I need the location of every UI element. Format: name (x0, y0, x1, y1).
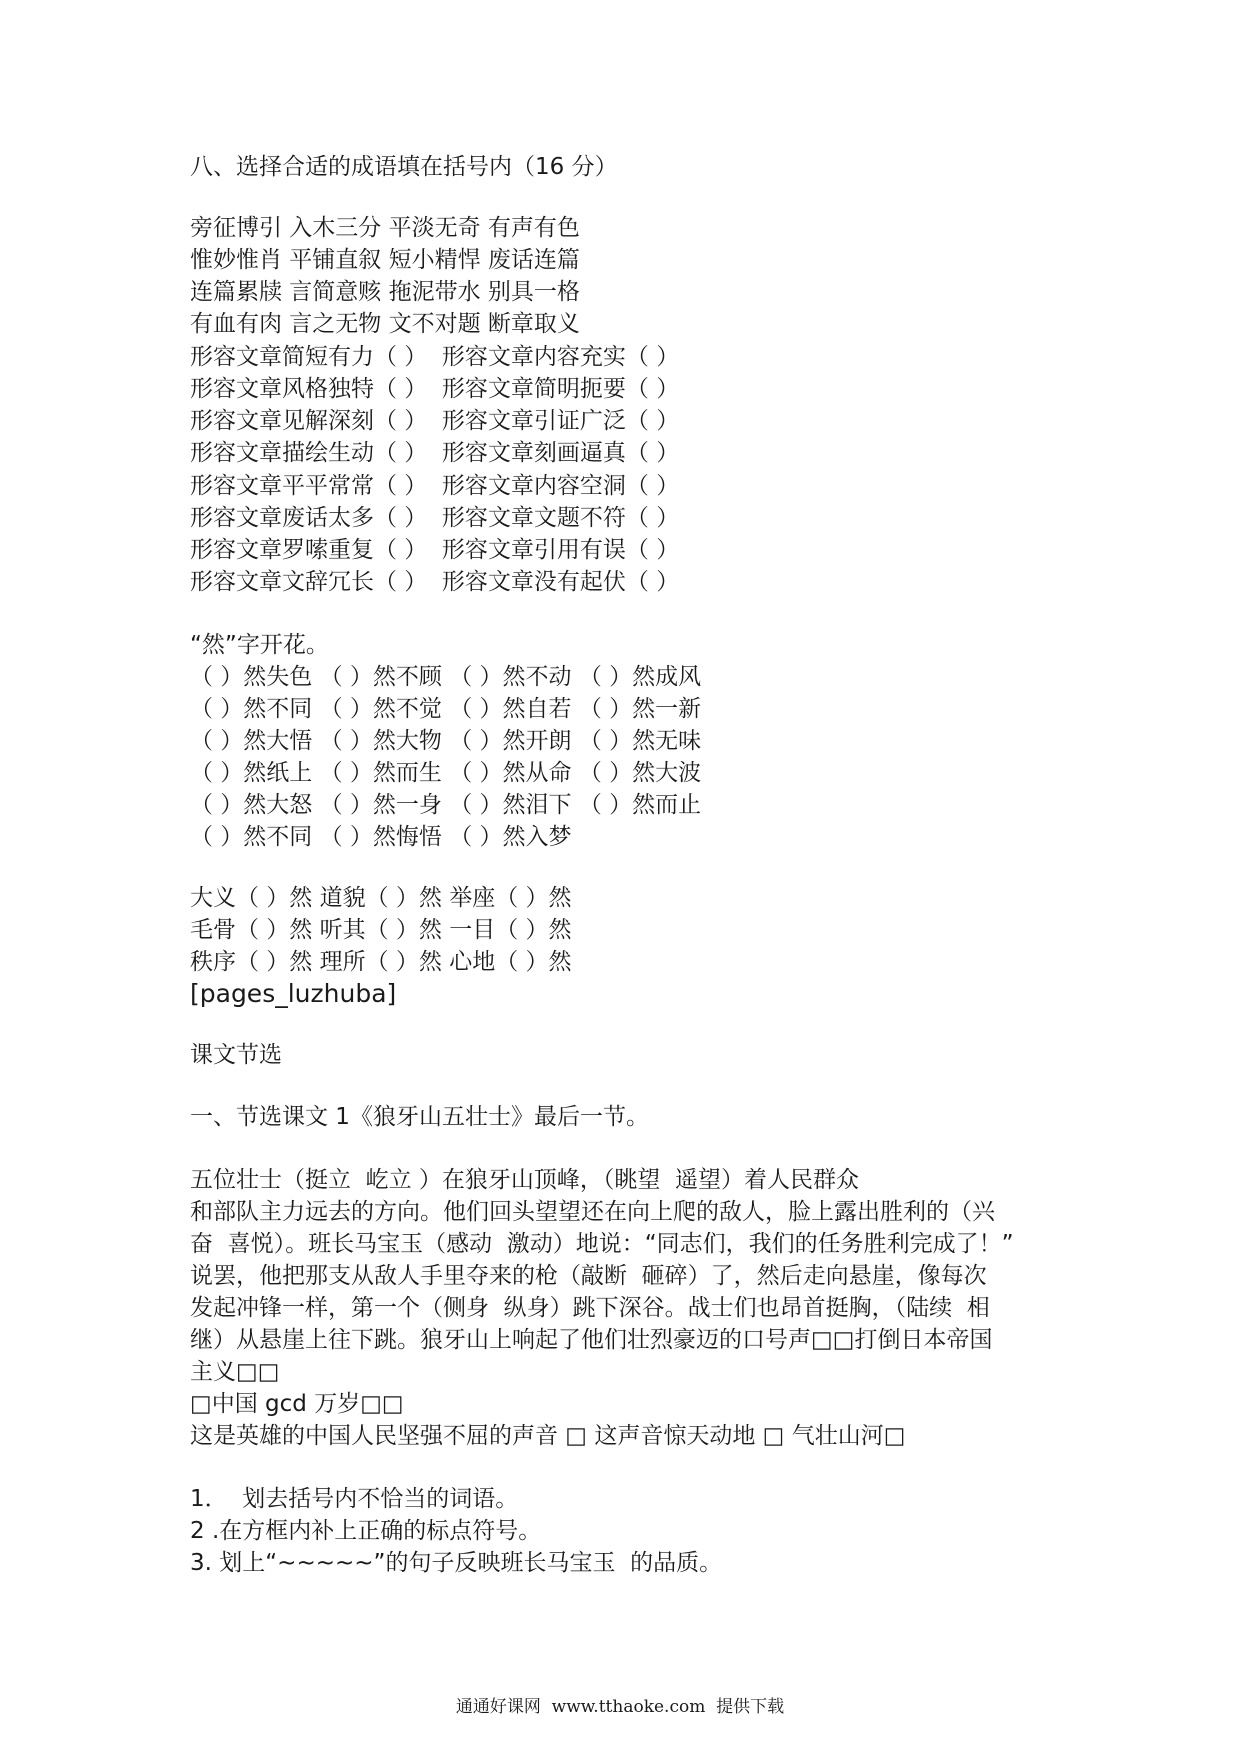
ran-row-2: 大义（ ）然 道貌（ ）然 举座（ ）然 (190, 885, 572, 911)
question-item: 3. 划上“~~~~~”的句子反映班长马宝玉 的品质。 (190, 1550, 723, 1576)
describe-row: 形容文章描绘生动（ ） 形容文章刻画逼真（ ） (190, 440, 680, 466)
ran-row: （ ）然大怒 （ ）然一身 （ ）然泪下 （ ）然而止 (190, 792, 702, 818)
paragraph-line: 说罢，他把那支从敌人手里夺来的枪（敲断 砸碎）了，然后走向悬崖，像每次 (190, 1263, 987, 1289)
paragraph-line: 这是英雄的中国人民坚强不屈的声音 □ 这声音惊天动地 □ 气壮山河□ (190, 1423, 906, 1449)
section-8-title: 八、选择合适的成语填在括号内（16 分） (190, 154, 618, 180)
ran-row: （ ）然不同 （ ）然不觉 （ ）然自若 （ ）然一新 (190, 696, 702, 722)
describe-row: 形容文章罗嗦重复（ ） 形容文章引用有误（ ） (190, 537, 680, 563)
ran-row: （ ）然失色 （ ）然不顾 （ ）然不动 （ ）然成风 (190, 664, 702, 690)
describe-row: 形容文章废话太多（ ） 形容文章文题不符（ ） (190, 505, 680, 531)
ran-section-title: “然”字开花。 (190, 632, 329, 658)
ran-row-2: 毛骨（ ）然 听其（ ）然 一目（ ）然 (190, 917, 572, 943)
ran-row: （ ）然大悟 （ ）然大物 （ ）然开朗 （ ）然无味 (190, 728, 702, 754)
page-marker: [pages_luzhuba] (190, 979, 397, 1008)
paragraph-line: 主义□□ (190, 1359, 280, 1385)
paragraph-line: 奋 喜悦）。班长马宝玉（感动 激动）地说：“同志们，我们的任务胜利完成了！” (190, 1231, 1014, 1257)
idiom-row: 旁征博引 入木三分 平淡无奇 有声有色 (190, 215, 580, 241)
describe-row: 形容文章文辞冗长（ ） 形容文章没有起伏（ ） (190, 569, 680, 595)
paragraph-line: 和部队主力远去的方向。他们回头望望还在向上爬的敌人，脸上露出胜利的（兴 (190, 1199, 995, 1225)
question-item: 2 .在方框内补上正确的标点符号。 (190, 1518, 542, 1544)
ran-row: （ ）然纸上 （ ）然而生 （ ）然从命 （ ）然大波 (190, 760, 702, 786)
ran-row: （ ）然不同 （ ）然悔悟 （ ）然入梦 (190, 824, 572, 850)
paragraph-line: 五位壮士（挺立 屹立 ）在狼牙山顶峰，（眺望 遥望）着人民群众 (190, 1167, 860, 1193)
question-1-title: 一、节选课文 1《狼牙山五壮士》最后一节。 (190, 1104, 649, 1130)
paragraph-line: 发起冲锋一样，第一个（侧身 纵身）跳下深谷。战士们也昂首挺胸，（陆续 相 (190, 1295, 990, 1321)
ran-row-2: 秩序（ ）然 理所（ ）然 心地（ ）然 (190, 949, 572, 975)
describe-row: 形容文章简短有力（ ） 形容文章内容充实（ ） (190, 344, 680, 370)
describe-row: 形容文章平平常常（ ） 形容文章内容空洞（ ） (190, 473, 680, 499)
idiom-row: 连篇累牍 言简意赅 拖泥带水 别具一格 (190, 279, 580, 305)
idiom-row: 有血有肉 言之无物 文不对题 断章取义 (190, 311, 580, 337)
idiom-row: 惟妙惟肖 平铺直叙 短小精悍 废话连篇 (190, 247, 580, 273)
paragraph-line: 继）从悬崖上往下跳。狼牙山上响起了他们壮烈豪迈的口号声□□打倒日本帝国 (190, 1327, 993, 1353)
excerpt-heading: 课文节选 (190, 1042, 282, 1068)
footer-text: 通通好课网 www.tthaoke.com 提供下载 (455, 1697, 785, 1717)
question-item: 1． 划去括号内不恰当的词语。 (190, 1486, 519, 1512)
describe-row: 形容文章风格独特（ ） 形容文章简明扼要（ ） (190, 376, 680, 402)
paragraph-line: □中国 gcd 万岁□□ (190, 1391, 404, 1417)
describe-row: 形容文章见解深刻（ ） 形容文章引证广泛（ ） (190, 408, 680, 434)
